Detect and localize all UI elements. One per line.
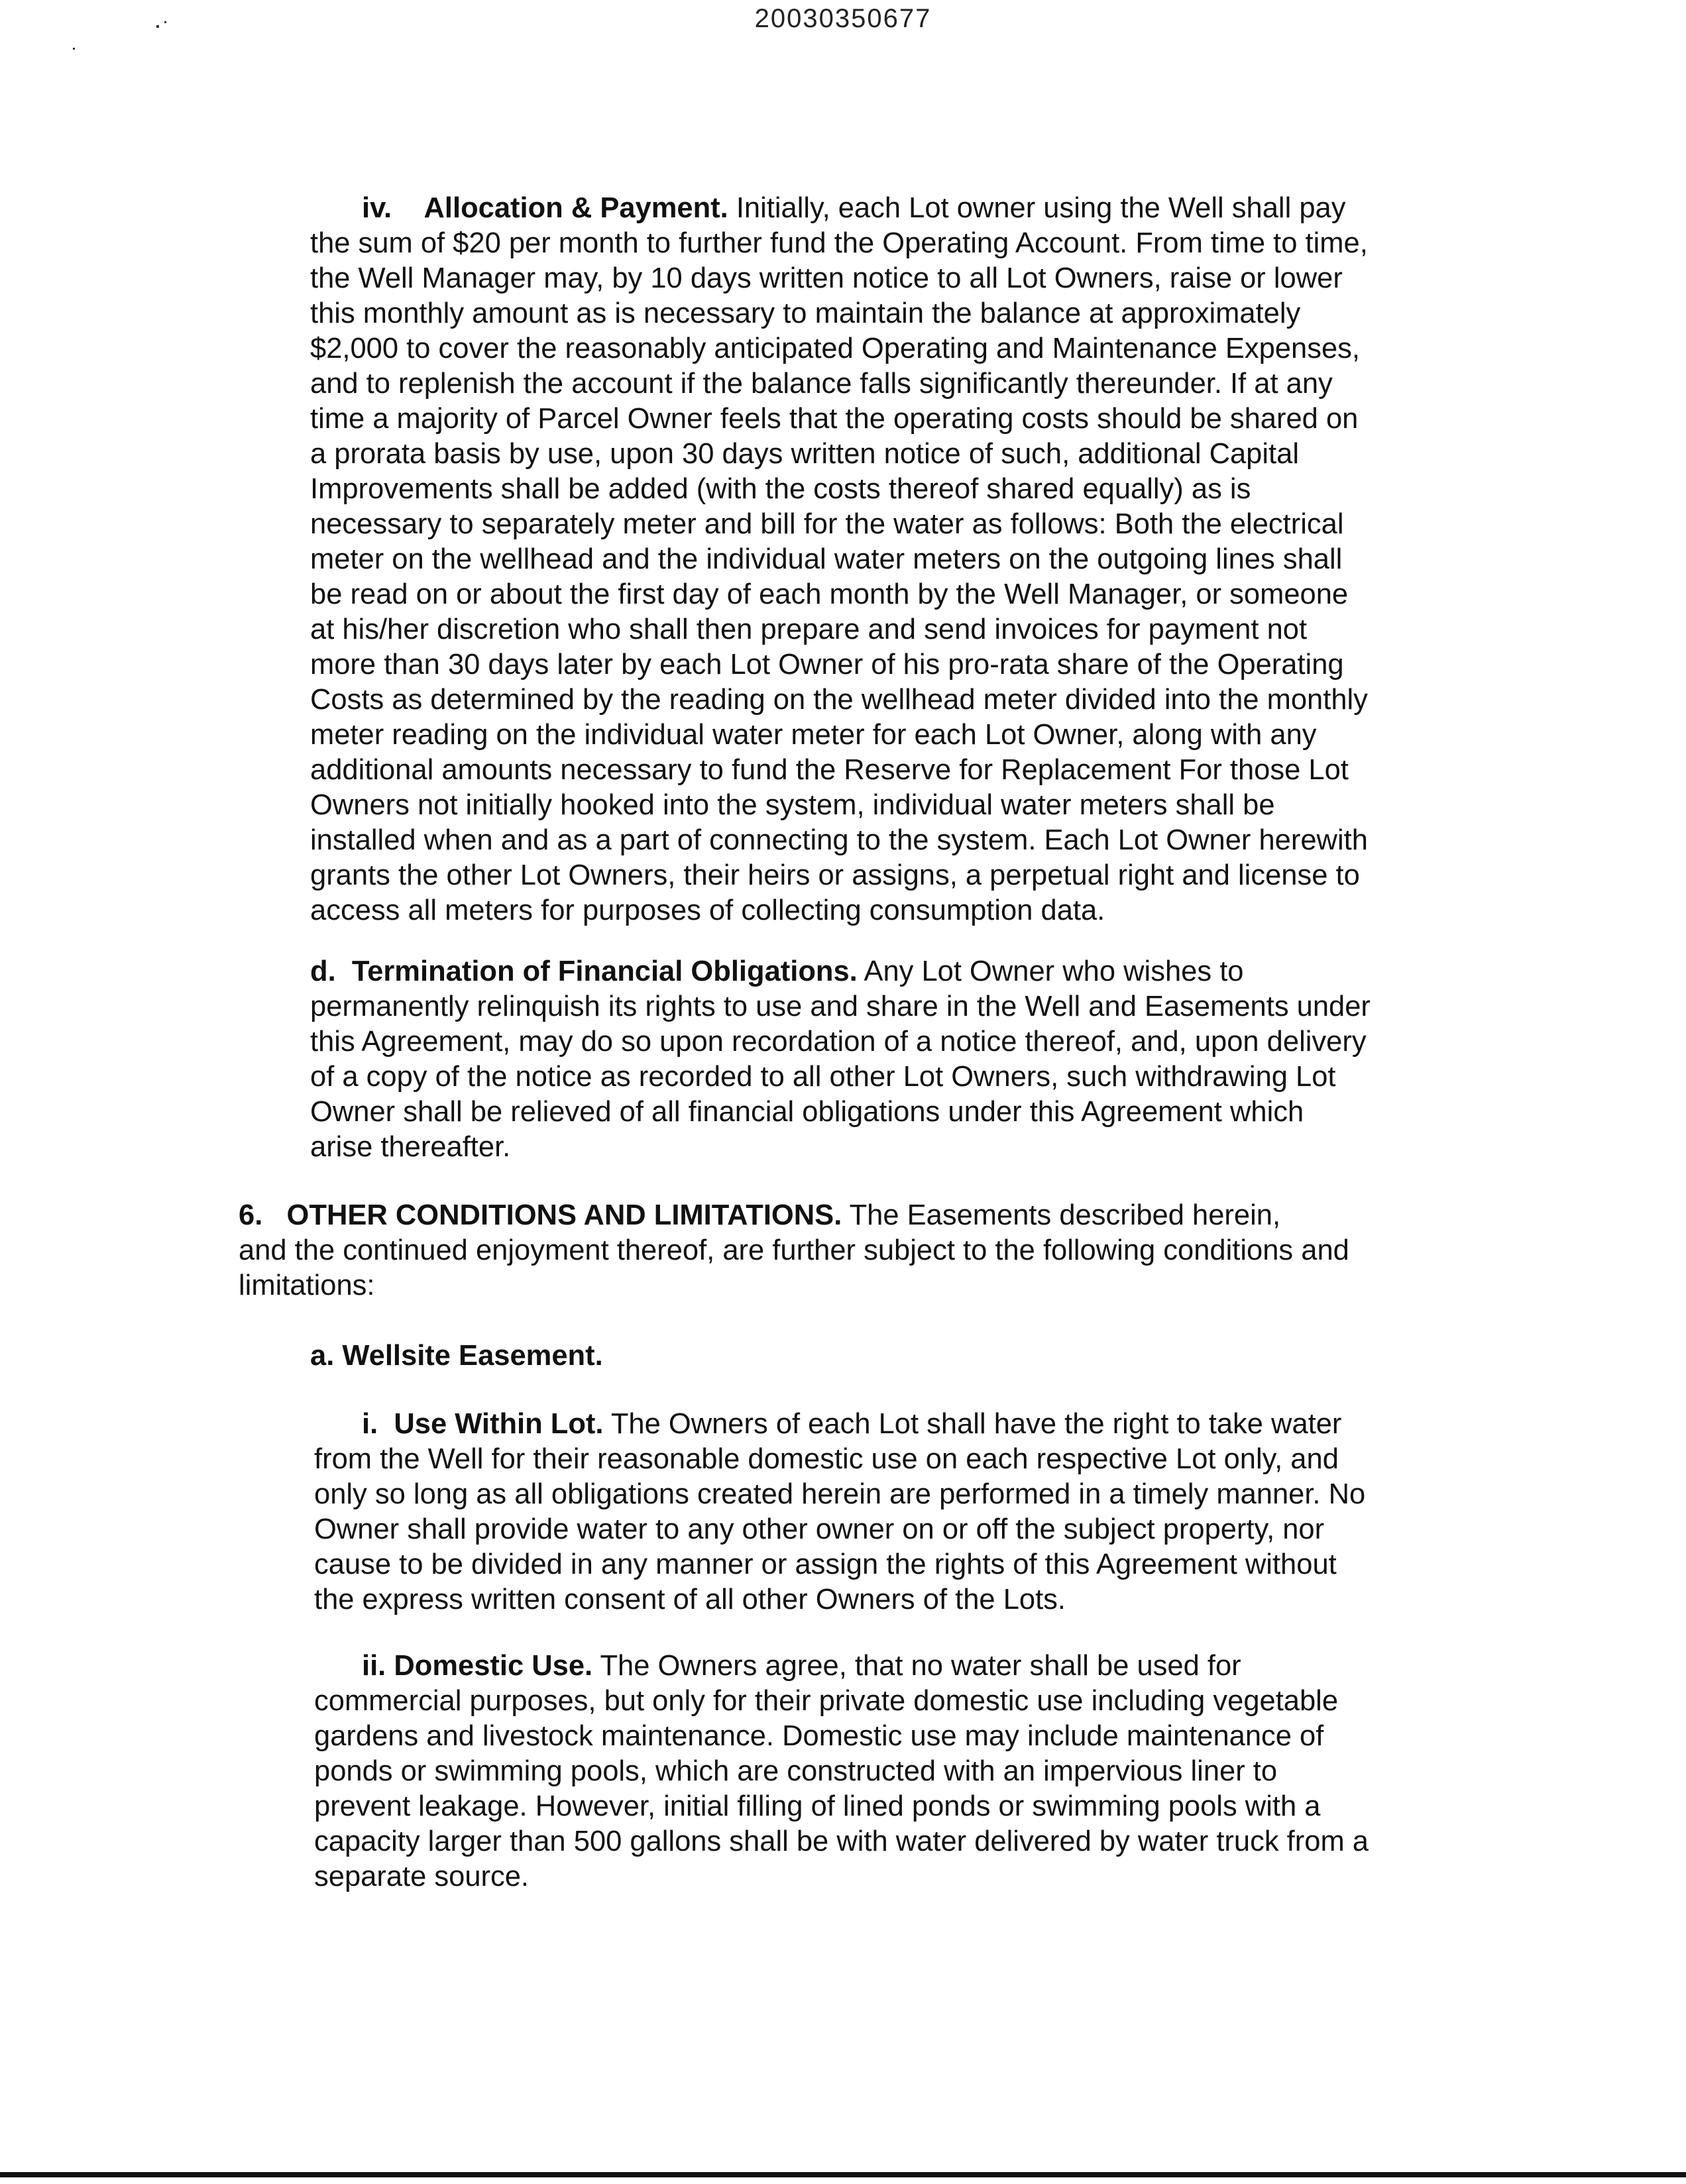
section-i-line: Owner shall provide water to any other owner on or off the subject property, nor [314,1513,1325,1545]
section-iv-line: meter on the wellhead and the individual water meters on the outgoing lines shall [310,543,1343,575]
section-iv-line: be read on or about the first day of each month by the Well Manager, or someone [310,578,1349,610]
section-d-text: Any Lot Owner who wishes to [857,956,1244,987]
section-iv-line: installed when and as a part of connecting to the system. Each Lot Owner herewith [310,824,1368,856]
section-i-marker: i. [362,1408,378,1440]
section-iv-line: Costs as determined by the reading on the wellhead meter divided into the monthly [310,684,1368,716]
section-ii-heading: Domestic Use. [394,1650,593,1682]
section-i-heading: Use Within Lot. [394,1408,604,1440]
section-ii-line: commercial purposes, but only for their private domestic use including vegetable [314,1685,1339,1717]
section-ii-line: gardens and livestock maintenance. Domestic use may include maintenance of [314,1720,1324,1752]
section-i-text: The Owners of each Lot shall have the right to take water [603,1408,1342,1440]
section-iv-line: and to replenish the account if the balance falls significantly thereunder. If at any [310,368,1333,400]
section-d-line: this Agreement, may do so upon recordation of a notice thereof, and, upon delivery [310,1026,1367,1058]
section-iv-line: more than 30 days later by each Lot Owner of his pro-rata share of the Operating [310,649,1344,681]
section-iv-line: additional amounts necessary to fund the Reserve for Replacement For those Lot [310,754,1349,786]
document-number: 20030350677 [754,4,932,33]
section-iv-line: this monthly amount as is necessary to maintain the balance at approximately [310,298,1301,329]
section-d-heading: Termination of Financial Obligations. [351,956,858,987]
section-6-marker: 6. [239,1199,263,1231]
section-iv-line: Owners not initially hooked into the system, individual water meters shall be [310,789,1275,821]
section-iv-line: a prorata basis by use, upon 30 days written notice of such, additional Capital [310,438,1299,470]
section-d-line: arise thereafter. [310,1131,511,1163]
section-iv-line: $2,000 to cover the reasonably anticipated Operating and Maintenance Expenses, [310,333,1360,364]
section-ii-line: prevent leakage. However, initial filling of lined ponds or swimming pools with a [314,1790,1321,1822]
page-bottom-rule [0,2172,1686,2177]
section-i-line: only so long as all obligations created herein are performed in a timely manner. No [314,1478,1366,1510]
section-ii-text: The Owners agree, that no water shall be used for [592,1650,1241,1682]
section-iv-allocation-payment [310,191,1368,928]
section-iv-line: grants the other Lot Owners, their heirs or assigns, a perpetual right and license to [310,859,1360,891]
section-iv-line: necessary to separately meter and bill for the water as follows: Both the electrical [310,508,1344,540]
section-iv-heading: Allocation & Payment. [423,192,728,224]
section-6-first-line [239,1198,1349,1233]
section-iv-line: access all meters for purposes of collecting consumption data. [310,895,1105,926]
section-i-line: cause to be divided in any manner or assign the rights of this Agreement without [314,1549,1337,1580]
section-6-conditions [239,1198,1349,1303]
section-ii-marker: ii. [362,1650,386,1682]
section-i-line: from the Well for their reasonable domestic use on each respective Lot only, and [314,1443,1339,1475]
section-iv-line: time a majority of Parcel Owner feels that the operating costs should be shared on [310,403,1359,435]
section-iv-first-line [310,191,1368,226]
section-6-line: and the continued enjoyment thereof, are further subject to the following conditions and [239,1234,1349,1266]
section-a-heading: Wellsite Easement. [342,1340,603,1372]
section-d-line: of a copy of the notice as recorded to all other Lot Owners, such withdrawing Lot [310,1061,1336,1093]
scan-speck [73,48,75,50]
section-iv-line: at his/her discretion who shall then prepare and send invoices for payment not [310,614,1308,645]
section-ii-line: ponds or swimming pools, which are constructed with an impervious liner to [314,1755,1278,1787]
section-d-marker: d. [310,956,336,987]
section-6-heading: OTHER CONDITIONS AND LIMITATIONS. [286,1199,842,1231]
section-iv-line: the sum of $20 per month to further fund the Operating Account. From time to time, [310,227,1368,259]
section-ii-domestic-use [314,1649,1369,1894]
section-i-first-line [314,1407,1365,1442]
section-d-line: Owner shall be relieved of all financial obligations under this Agreement which [310,1096,1304,1128]
section-i-use-within-lot [314,1407,1365,1617]
section-iv-marker: iv. [362,192,392,224]
section-a-wellsite-easement [310,1338,603,1374]
section-iv-line: Improvements shall be added (with the costs thereof shared equally) as is [310,473,1251,505]
section-a-line [310,1338,603,1374]
section-ii-line: separate source. [314,1861,530,1892]
section-i-line: the express written consent of all other Owners of the Lots. [314,1584,1066,1615]
section-d-line: permanently relinquish its rights to use and share in the Well and Easements under [310,991,1371,1022]
section-iv-text: Initially, each Lot owner using the Well shall pay [728,192,1346,224]
section-6-line: limitations: [239,1270,375,1301]
section-6-text: The Easements described herein, [842,1199,1281,1231]
section-d-first-line [310,954,1371,989]
section-iv-line: the Well Manager may, by 10 days written notice to all Lot Owners, raise or lower [310,262,1343,294]
section-d-termination [310,954,1371,1165]
section-a-marker: a. [310,1340,335,1372]
section-iv-line: meter reading on the individual water meter for each Lot Owner, along with any [310,719,1317,751]
section-ii-first-line [314,1649,1369,1684]
section-ii-line: capacity larger than 500 gallons shall be with water delivered by water truck from a [314,1826,1369,1857]
